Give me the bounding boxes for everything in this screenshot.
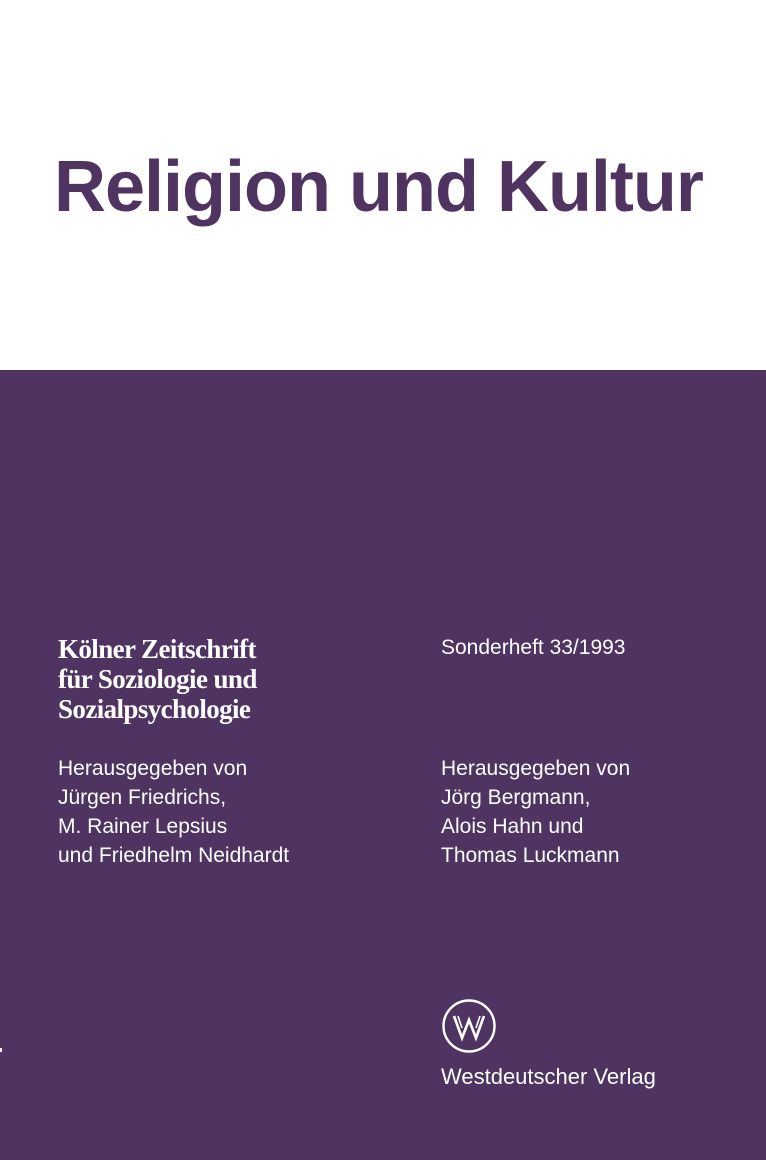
series-editors bbox=[58, 754, 289, 870]
volume-editors-heading: Herausgegeben von bbox=[441, 757, 631, 780]
journal-name-line: für Soziologie und bbox=[58, 664, 257, 694]
editor-name: und Friedhelm Neidhardt bbox=[58, 844, 290, 867]
journal-name-line: Sozialpsychologie bbox=[58, 694, 251, 724]
editor-name: Jörg Bergmann, bbox=[441, 786, 591, 809]
editor-name: Thomas Luckmann bbox=[441, 844, 620, 867]
publisher-name: Westdeutscher Verlag bbox=[441, 1064, 656, 1089]
editor-name: Alois Hahn und bbox=[441, 815, 584, 838]
series-editors-heading: Herausgegeben von bbox=[58, 757, 248, 780]
journal-name bbox=[58, 634, 348, 724]
editor-name: M. Rainer Lepsius bbox=[58, 815, 228, 838]
edge-mark bbox=[0, 1048, 2, 1052]
book-title: Religion und Kultur bbox=[54, 147, 703, 227]
cover-top-panel bbox=[0, 0, 766, 370]
publisher-logo-icon bbox=[441, 998, 497, 1054]
issue-number: Sonderheft 33/1993 bbox=[441, 636, 626, 659]
editor-name: Jürgen Friedrichs, bbox=[58, 786, 227, 809]
volume-editors bbox=[441, 754, 630, 870]
journal-name-line: Kölner Zeitschrift bbox=[58, 634, 256, 664]
